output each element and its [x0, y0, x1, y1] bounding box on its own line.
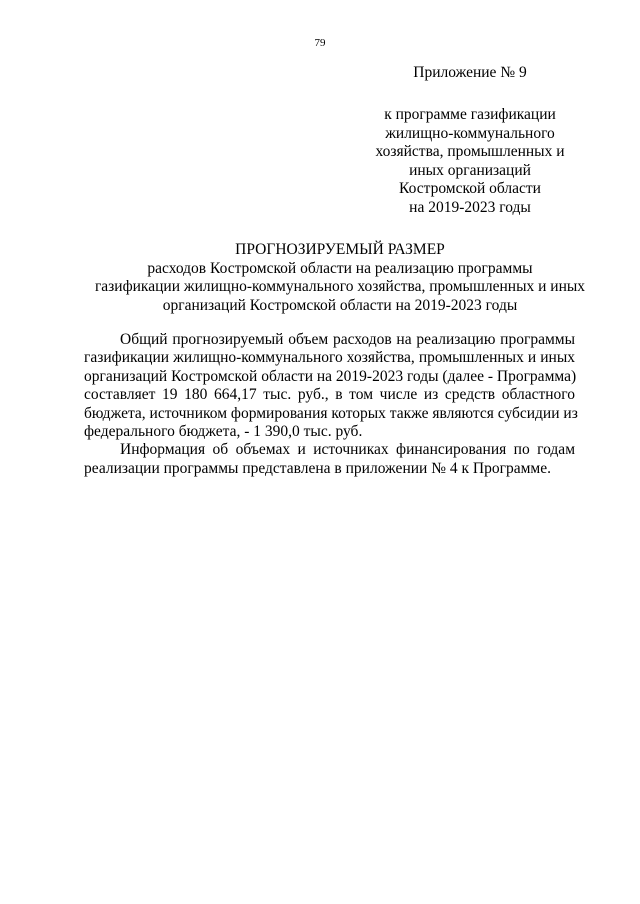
text-line: Общий прогнозируемый объем расходов на реализацию программы	[120, 331, 575, 348]
text-line: газификации жилищно-коммунального хозяйства, промышленных и иных	[84, 349, 575, 367]
appendix-line: к программе газификации	[384, 106, 556, 123]
appendix-line: на 2019-2023 годы	[409, 198, 531, 216]
text-line: реализации программы представлена в приложении № 4 к Программе.	[84, 459, 551, 477]
text-line: федерального бюджета, - 1 390,0 тыс. руб.	[84, 422, 363, 440]
appendix-line: хозяйства, промышленных и	[375, 143, 565, 160]
appendix-line: иных организаций	[409, 161, 531, 179]
document-body	[84, 331, 578, 478]
appendix-line: Костромской области	[399, 180, 541, 197]
title-heading: ПРОГНОЗИРУЕМЫЙ РАЗМЕР	[235, 241, 445, 258]
text-line: бюджета, источником формирования которых также являются субсидии из	[84, 404, 578, 422]
document-title	[80, 241, 600, 315]
title-line: организаций Костромской области на 2019-2023 годы	[162, 296, 518, 314]
appendix-reference	[360, 106, 580, 217]
appendix-number: Приложение № 9	[413, 64, 527, 81]
title-line: газификации жилищно-коммунального хозяйства, промышленных и иных	[94, 278, 586, 295]
text-line: Информация об объемах и источниках финансирования по годам	[120, 441, 575, 459]
text-line: организаций Костромской области на 2019-2023 годы (далее - Программа)	[84, 367, 577, 385]
paragraph-financing-info	[84, 441, 575, 478]
title-line: расходов Костромской области на реализацию программы	[147, 259, 533, 277]
page-number: 79	[314, 37, 326, 49]
paragraph-expenses	[84, 331, 578, 441]
text-line: составляет 19 180 664,17 тыс. руб., в том числе из средств областного	[84, 386, 575, 404]
appendix-line: жилищно-коммунального	[385, 124, 555, 142]
